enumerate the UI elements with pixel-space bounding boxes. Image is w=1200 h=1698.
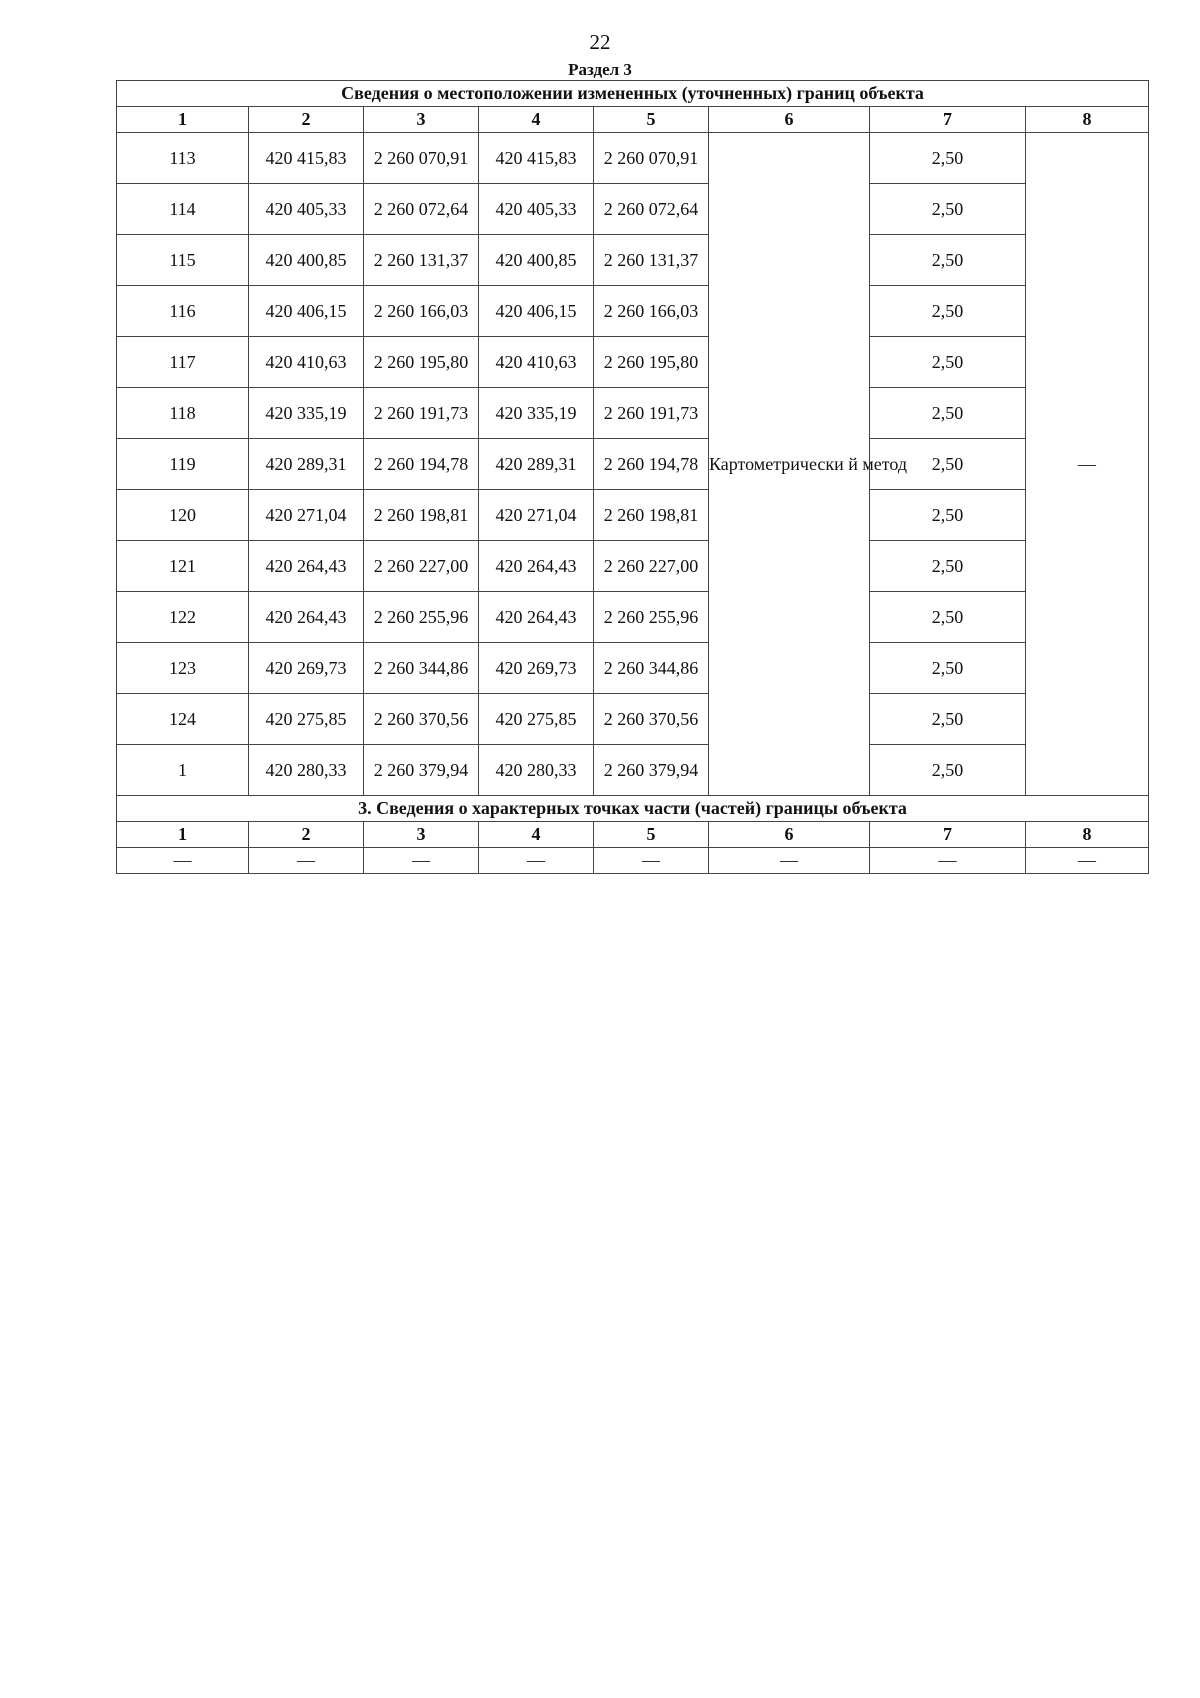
refined-y-cell: 2 260 131,37: [594, 235, 709, 286]
existing-y-cell: 2 260 072,64: [364, 184, 479, 235]
refined-x-cell: 420 264,43: [479, 592, 594, 643]
column-header: 1: [117, 822, 249, 848]
accuracy-cell: 2,50: [870, 592, 1026, 643]
accuracy-cell: 2,50: [870, 694, 1026, 745]
column-header: 8: [1026, 822, 1149, 848]
column-header: 1: [117, 107, 249, 133]
existing-x-cell: 420 275,85: [249, 694, 364, 745]
refined-y-cell: 2 260 255,96: [594, 592, 709, 643]
refined-y-cell: 2 260 198,81: [594, 490, 709, 541]
column-header: 4: [479, 107, 594, 133]
refined-y-cell: 2 260 195,80: [594, 337, 709, 388]
table2-title: 3. Сведения о характерных точках части (частей) границы объекта: [117, 796, 1149, 822]
empty-value-cell: —: [249, 848, 364, 874]
refined-y-cell: 2 260 344,86: [594, 643, 709, 694]
accuracy-cell: 2,50: [870, 286, 1026, 337]
existing-y-cell: 2 260 198,81: [364, 490, 479, 541]
refined-x-cell: 420 406,15: [479, 286, 594, 337]
existing-y-cell: 2 260 191,73: [364, 388, 479, 439]
column-header: 8: [1026, 107, 1149, 133]
column-header: 2: [249, 822, 364, 848]
refined-y-cell: 2 260 070,91: [594, 133, 709, 184]
existing-y-cell: 2 260 344,86: [364, 643, 479, 694]
existing-y-cell: 2 260 227,00: [364, 541, 479, 592]
empty-value-cell: —: [1026, 848, 1149, 874]
refined-y-cell: 2 260 227,00: [594, 541, 709, 592]
point-number-cell: 117: [117, 337, 249, 388]
table-row: [117, 592, 1149, 643]
refined-x-cell: 420 264,43: [479, 541, 594, 592]
column-header: 3: [364, 107, 479, 133]
accuracy-cell: 2,50: [870, 184, 1026, 235]
column-header: 5: [594, 822, 709, 848]
page-number: 22: [589, 30, 611, 54]
column-header: 4: [479, 822, 594, 848]
existing-x-cell: 420 269,73: [249, 643, 364, 694]
refined-x-cell: 420 280,33: [479, 745, 594, 796]
method-cell: Картометрически й метод: [709, 133, 870, 796]
table1-title-row: [117, 81, 1149, 107]
empty-value-cell: —: [117, 848, 249, 874]
refined-y-cell: 2 260 072,64: [594, 184, 709, 235]
column-header: 5: [594, 107, 709, 133]
existing-x-cell: 420 264,43: [249, 592, 364, 643]
existing-y-cell: 2 260 194,78: [364, 439, 479, 490]
existing-y-cell: 2 260 166,03: [364, 286, 479, 337]
table-row: [117, 848, 1149, 874]
point-number-cell: 113: [117, 133, 249, 184]
table2-header-row: [117, 822, 1149, 848]
table-row: [117, 286, 1149, 337]
existing-y-cell: 2 260 195,80: [364, 337, 479, 388]
refined-y-cell: 2 260 191,73: [594, 388, 709, 439]
accuracy-cell: 2,50: [870, 745, 1026, 796]
point-number-cell: 122: [117, 592, 249, 643]
table-row: [117, 133, 1149, 184]
existing-x-cell: 420 415,83: [249, 133, 364, 184]
boundary-table: [116, 80, 1149, 874]
accuracy-cell: 2,50: [870, 541, 1026, 592]
table-row: [117, 184, 1149, 235]
column-header: 7: [870, 822, 1026, 848]
table1-title: Сведения о местоположении измененных (уточненных) границ объекта: [117, 81, 1149, 107]
accuracy-cell: 2,50: [870, 388, 1026, 439]
existing-y-cell: 2 260 370,56: [364, 694, 479, 745]
column-header: 2: [249, 107, 364, 133]
refined-x-cell: 420 415,83: [479, 133, 594, 184]
refined-x-cell: 420 405,33: [479, 184, 594, 235]
empty-value-cell: —: [364, 848, 479, 874]
existing-x-cell: 420 400,85: [249, 235, 364, 286]
refined-x-cell: 420 400,85: [479, 235, 594, 286]
existing-y-cell: 2 260 070,91: [364, 133, 479, 184]
table-row: [117, 490, 1149, 541]
point-number-cell: 123: [117, 643, 249, 694]
refined-x-cell: 420 289,31: [479, 439, 594, 490]
refined-x-cell: 420 335,19: [479, 388, 594, 439]
table-row: [117, 337, 1149, 388]
point-number-cell: 116: [117, 286, 249, 337]
table-row: [117, 643, 1149, 694]
point-number-cell: 121: [117, 541, 249, 592]
empty-value-cell: —: [870, 848, 1026, 874]
section-label: Раздел 3: [568, 60, 632, 79]
refined-y-cell: 2 260 166,03: [594, 286, 709, 337]
empty-value-cell: —: [479, 848, 594, 874]
existing-y-cell: 2 260 255,96: [364, 592, 479, 643]
table-row: [117, 694, 1149, 745]
point-number-cell: 1: [117, 745, 249, 796]
point-number-cell: 124: [117, 694, 249, 745]
existing-y-cell: 2 260 131,37: [364, 235, 479, 286]
point-number-cell: 119: [117, 439, 249, 490]
table-row: [117, 439, 1149, 490]
existing-x-cell: 420 264,43: [249, 541, 364, 592]
existing-x-cell: 420 406,15: [249, 286, 364, 337]
existing-x-cell: 420 280,33: [249, 745, 364, 796]
table2-title-row: [117, 796, 1149, 822]
table-row: [117, 388, 1149, 439]
empty-value-cell: —: [594, 848, 709, 874]
column-header: 7: [870, 107, 1026, 133]
point-number-cell: 120: [117, 490, 249, 541]
description-cell: —: [1026, 133, 1149, 796]
table1-header-row: [117, 107, 1149, 133]
existing-x-cell: 420 271,04: [249, 490, 364, 541]
table-row: [117, 745, 1149, 796]
existing-x-cell: 420 410,63: [249, 337, 364, 388]
accuracy-cell: 2,50: [870, 490, 1026, 541]
accuracy-cell: 2,50: [870, 337, 1026, 388]
existing-x-cell: 420 405,33: [249, 184, 364, 235]
table-row: [117, 235, 1149, 286]
column-header: 6: [709, 107, 870, 133]
point-number-cell: 118: [117, 388, 249, 439]
refined-x-cell: 420 410,63: [479, 337, 594, 388]
column-header: 6: [709, 822, 870, 848]
refined-x-cell: 420 271,04: [479, 490, 594, 541]
accuracy-cell: 2,50: [870, 235, 1026, 286]
refined-x-cell: 420 275,85: [479, 694, 594, 745]
empty-value-cell: —: [709, 848, 870, 874]
existing-y-cell: 2 260 379,94: [364, 745, 479, 796]
refined-y-cell: 2 260 194,78: [594, 439, 709, 490]
existing-x-cell: 420 289,31: [249, 439, 364, 490]
accuracy-cell: 2,50: [870, 643, 1026, 694]
table-row: [117, 541, 1149, 592]
point-number-cell: 114: [117, 184, 249, 235]
point-number-cell: 115: [117, 235, 249, 286]
refined-x-cell: 420 269,73: [479, 643, 594, 694]
existing-x-cell: 420 335,19: [249, 388, 364, 439]
refined-y-cell: 2 260 379,94: [594, 745, 709, 796]
refined-y-cell: 2 260 370,56: [594, 694, 709, 745]
accuracy-cell: 2,50: [870, 439, 1026, 490]
accuracy-cell: 2,50: [870, 133, 1026, 184]
column-header: 3: [364, 822, 479, 848]
